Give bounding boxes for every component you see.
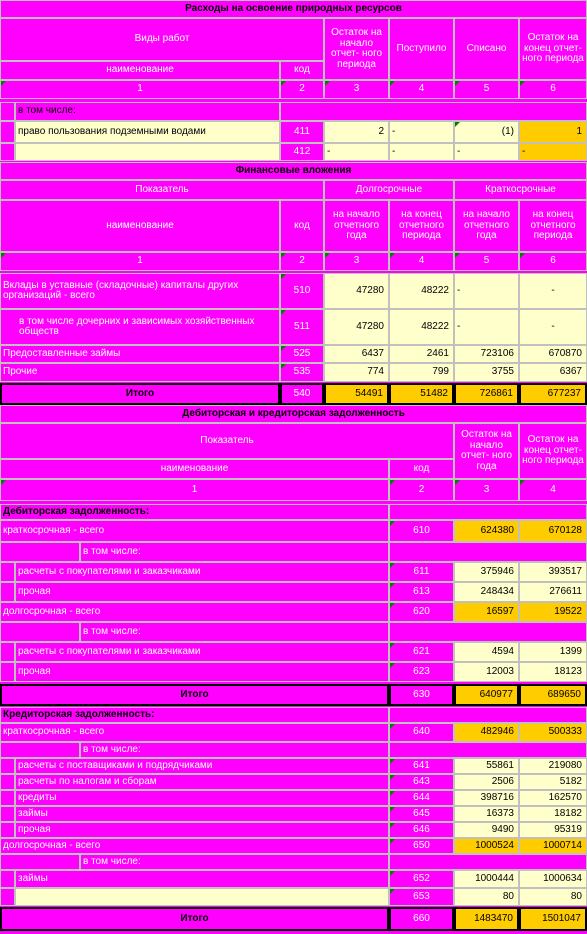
section-title-receivables-payables: Дебиторская и кредиторская задолженность — [0, 405, 587, 423]
row-621-code: 621 — [389, 642, 454, 662]
spacer-cell — [389, 854, 587, 870]
row-620-name: долгосрочная - всего — [0, 602, 389, 622]
row-511-long-start[interactable]: 47280 — [324, 309, 389, 345]
column-index: 5 — [454, 252, 519, 271]
spacer-cell — [389, 707, 587, 723]
row-gutter — [0, 562, 15, 582]
header-short-term: Краткосрочные — [454, 180, 587, 200]
row-gutter — [0, 622, 80, 642]
column-index: 1 — [0, 479, 389, 501]
row-645-code: 645 — [389, 806, 454, 822]
row-610-code: 610 — [389, 520, 454, 542]
spacer-cell — [389, 742, 587, 758]
header-name: наименование — [0, 459, 389, 479]
row-644-code: 644 — [389, 790, 454, 806]
row-540-total-label: Итого — [0, 383, 280, 405]
row-535-name: Прочие — [0, 363, 280, 382]
row-gutter — [0, 888, 15, 906]
row-511-long-end[interactable]: 48222 — [389, 309, 454, 345]
including-label: в том числе: — [80, 854, 389, 870]
row-652-code: 652 — [389, 870, 454, 888]
spacer-cell — [389, 504, 587, 520]
row-511-code: 511 — [280, 309, 324, 345]
header-code: код — [280, 61, 324, 80]
row-645-end[interactable]: 18182 — [519, 806, 587, 822]
header-name: наименование — [0, 200, 280, 252]
row-510-long-start[interactable]: 47280 — [324, 273, 389, 309]
row-650-code: 650 — [389, 838, 454, 854]
row-gutter — [0, 774, 15, 790]
row-412-end: - — [519, 143, 587, 161]
row-613-code: 613 — [389, 582, 454, 602]
row-gutter — [0, 642, 15, 662]
row-653-end[interactable]: 80 — [519, 888, 587, 906]
header-work-types: Виды работ — [0, 18, 324, 61]
including-label: в том числе: — [80, 542, 389, 562]
row-gutter — [0, 758, 15, 774]
row-gutter — [0, 662, 15, 682]
row-510-name: Вклады в уставные (складочные) капиталы других организаций - всего — [0, 273, 280, 309]
row-gutter — [0, 102, 15, 121]
section-title-natural-resources: Расходы на освоение природных ресурсов — [0, 0, 587, 18]
column-index: 4 — [389, 80, 454, 99]
row-525-code: 525 — [280, 345, 324, 363]
row-652-name: займы — [15, 870, 389, 888]
column-index: 5 — [454, 80, 519, 99]
row-643-code: 643 — [389, 774, 454, 790]
row-540-code: 540 — [280, 383, 324, 405]
column-index: 4 — [389, 252, 454, 271]
row-620-start: 16597 — [454, 602, 519, 622]
row-643-start[interactable]: 2506 — [454, 774, 519, 790]
row-611-start[interactable]: 375946 — [454, 562, 519, 582]
header-name: наименование — [0, 61, 280, 80]
row-650-end: 1000714 — [519, 838, 587, 854]
header-code: код — [280, 200, 324, 252]
row-610-name: краткосрочная - всего — [0, 520, 389, 542]
row-511-short-end[interactable]: - — [519, 309, 587, 345]
row-660-code: 660 — [389, 907, 454, 931]
row-650-start: 1000524 — [454, 838, 519, 854]
row-623-start[interactable]: 12003 — [454, 662, 519, 682]
row-640-start: 482946 — [454, 723, 519, 742]
row-620-code: 620 — [389, 602, 454, 622]
column-index: 3 — [454, 479, 519, 501]
row-gutter — [0, 742, 80, 758]
column-index: 3 — [324, 80, 389, 99]
row-535-short-start[interactable]: 3755 — [454, 363, 519, 382]
row-611-end[interactable]: 393517 — [519, 562, 587, 582]
row-412-name[interactable] — [15, 143, 280, 161]
row-412-received[interactable]: - — [389, 143, 454, 161]
header-written-off: Списано — [454, 18, 519, 80]
header-code: код — [389, 459, 454, 479]
row-610-start: 624380 — [454, 520, 519, 542]
row-540-long-end: 51482 — [389, 383, 454, 405]
row-610-end: 670128 — [519, 520, 587, 542]
row-640-code: 640 — [389, 723, 454, 742]
row-412-start[interactable]: - — [324, 143, 389, 161]
payables-title: Кредиторская задолженность: — [0, 707, 389, 723]
row-gutter — [0, 822, 15, 838]
row-gutter — [0, 854, 80, 870]
including-label: в том числе: — [15, 102, 280, 121]
row-660-start: 1483470 — [454, 907, 519, 931]
row-623-name: прочая — [15, 662, 389, 682]
row-511-name: в том числе дочерних и зависимых хозяйственных обществ — [0, 309, 280, 345]
row-gutter — [0, 790, 15, 806]
row-630-start: 640977 — [454, 684, 519, 706]
row-510-long-end[interactable]: 48222 — [389, 273, 454, 309]
row-653-code: 653 — [389, 888, 454, 906]
header-short-end: на конец отчетного периода — [519, 200, 587, 252]
row-652-start[interactable]: 1000444 — [454, 870, 519, 888]
column-index: 3 — [324, 252, 389, 271]
row-gutter — [0, 582, 15, 602]
row-535-long-start[interactable]: 774 — [324, 363, 389, 382]
row-646-end[interactable]: 95319 — [519, 822, 587, 838]
row-652-end[interactable]: 1000634 — [519, 870, 587, 888]
column-index: 2 — [389, 479, 454, 501]
row-gutter — [0, 121, 15, 143]
row-411-code: 411 — [280, 121, 324, 143]
row-640-end: 500333 — [519, 723, 587, 742]
header-start-balance: Остаток на начало отчет- ного периода — [324, 18, 389, 80]
row-535-short-end[interactable]: 6367 — [519, 363, 587, 382]
row-641-code: 641 — [389, 758, 454, 774]
row-644-end[interactable]: 162570 — [519, 790, 587, 806]
row-540-short-end: 677237 — [519, 383, 587, 405]
row-412-written-off[interactable]: - — [454, 143, 519, 161]
row-540-long-start: 54491 — [324, 383, 389, 405]
column-index: 6 — [519, 252, 587, 271]
row-611-name: расчеты с покупателями и заказчиками — [15, 562, 389, 582]
row-510-code: 510 — [280, 273, 324, 309]
row-623-code: 623 — [389, 662, 454, 682]
header-received: Поступило — [389, 18, 454, 80]
row-653-name[interactable] — [15, 888, 389, 906]
row-510-short-start[interactable]: - — [454, 273, 519, 309]
header-short-start: на начало отчетного года — [454, 200, 519, 252]
section-title-financial-investments: Финансовые вложения — [0, 162, 587, 180]
row-540-short-start: 726861 — [454, 383, 519, 405]
row-411-end: 1 — [519, 121, 587, 143]
column-index: 2 — [280, 252, 324, 271]
row-613-end[interactable]: 276611 — [519, 582, 587, 602]
row-644-start[interactable]: 398716 — [454, 790, 519, 806]
row-411-received[interactable]: - — [389, 121, 454, 143]
row-535-long-end[interactable]: 799 — [389, 363, 454, 382]
row-411-name[interactable]: право пользования подземными водами — [15, 121, 280, 143]
row-gutter — [0, 143, 15, 161]
header-start-balance: Остаток на начало отчет- ного года — [454, 423, 519, 479]
spacer-cell — [280, 102, 587, 121]
row-630-end: 689650 — [519, 684, 587, 706]
row-643-name: расчеты по налогам и сборам — [15, 774, 389, 790]
header-long-end: на конец отчетного периода — [389, 200, 454, 252]
including-label: в том числе: — [80, 742, 389, 758]
row-623-end[interactable]: 18123 — [519, 662, 587, 682]
row-640-name: краткосрочная - всего — [0, 723, 389, 742]
row-613-start[interactable]: 248434 — [454, 582, 519, 602]
row-525-short-end[interactable]: 670870 — [519, 345, 587, 363]
row-650-name: долгосрочная - всего — [0, 838, 389, 854]
header-indicator: Показатель — [0, 180, 324, 200]
row-645-start[interactable]: 16373 — [454, 806, 519, 822]
row-511-short-start[interactable]: - — [454, 309, 519, 345]
row-620-end: 19522 — [519, 602, 587, 622]
row-510-short-end[interactable]: - — [519, 273, 587, 309]
row-643-end[interactable]: 5182 — [519, 774, 587, 790]
row-645-name: займы — [15, 806, 389, 822]
column-index: 1 — [0, 80, 280, 99]
row-641-end[interactable]: 219080 — [519, 758, 587, 774]
row-644-name: кредиты — [15, 790, 389, 806]
row-411-start[interactable]: 2 — [324, 121, 389, 143]
row-621-start[interactable]: 4594 — [454, 642, 519, 662]
including-label: в том числе: — [80, 622, 389, 642]
row-525-short-start[interactable]: 723106 — [454, 345, 519, 363]
header-end-balance: Остаток на конец отчет- ного периода — [519, 18, 587, 80]
row-646-code: 646 — [389, 822, 454, 838]
row-660-total-label: Итого — [0, 907, 389, 931]
row-630-code: 630 — [389, 684, 454, 706]
column-index: 2 — [280, 80, 324, 99]
row-621-end[interactable]: 1399 — [519, 642, 587, 662]
row-621-name: расчеты с покупателями и заказчиками — [15, 642, 389, 662]
row-630-total-label: Итого — [0, 684, 389, 706]
row-gutter — [0, 542, 80, 562]
spacer-cell — [389, 542, 587, 562]
row-611-code: 611 — [389, 562, 454, 582]
row-660-end: 1501047 — [519, 907, 587, 931]
row-525-name: Предоставленные займы — [0, 345, 280, 363]
row-gutter — [0, 806, 15, 822]
column-index: 1 — [0, 252, 280, 271]
row-525-long-end[interactable]: 2461 — [389, 345, 454, 363]
column-index: 4 — [519, 479, 587, 501]
row-653-start[interactable]: 80 — [454, 888, 519, 906]
row-641-name: расчеты с поставщиками и подрядчиками — [15, 758, 389, 774]
header-end-balance: Остаток на конец отчет- ного периода — [519, 423, 587, 479]
row-646-name: прочая — [15, 822, 389, 838]
receivables-title: Дебиторская задолженность: — [0, 504, 389, 520]
row-412-code: 412 — [280, 143, 324, 161]
row-411-written-off[interactable]: (1) — [454, 121, 519, 143]
header-indicator: Показатель — [0, 423, 454, 459]
row-525-long-start[interactable]: 6437 — [324, 345, 389, 363]
header-long-start: на начало отчетного года — [324, 200, 389, 252]
row-646-start[interactable]: 9490 — [454, 822, 519, 838]
row-641-start[interactable]: 55861 — [454, 758, 519, 774]
row-535-code: 535 — [280, 363, 324, 382]
row-613-name: прочая — [15, 582, 389, 602]
row-gutter — [0, 870, 15, 888]
header-long-term: Долгосрочные — [324, 180, 454, 200]
column-index: 6 — [519, 80, 587, 99]
spacer-cell — [389, 622, 587, 642]
